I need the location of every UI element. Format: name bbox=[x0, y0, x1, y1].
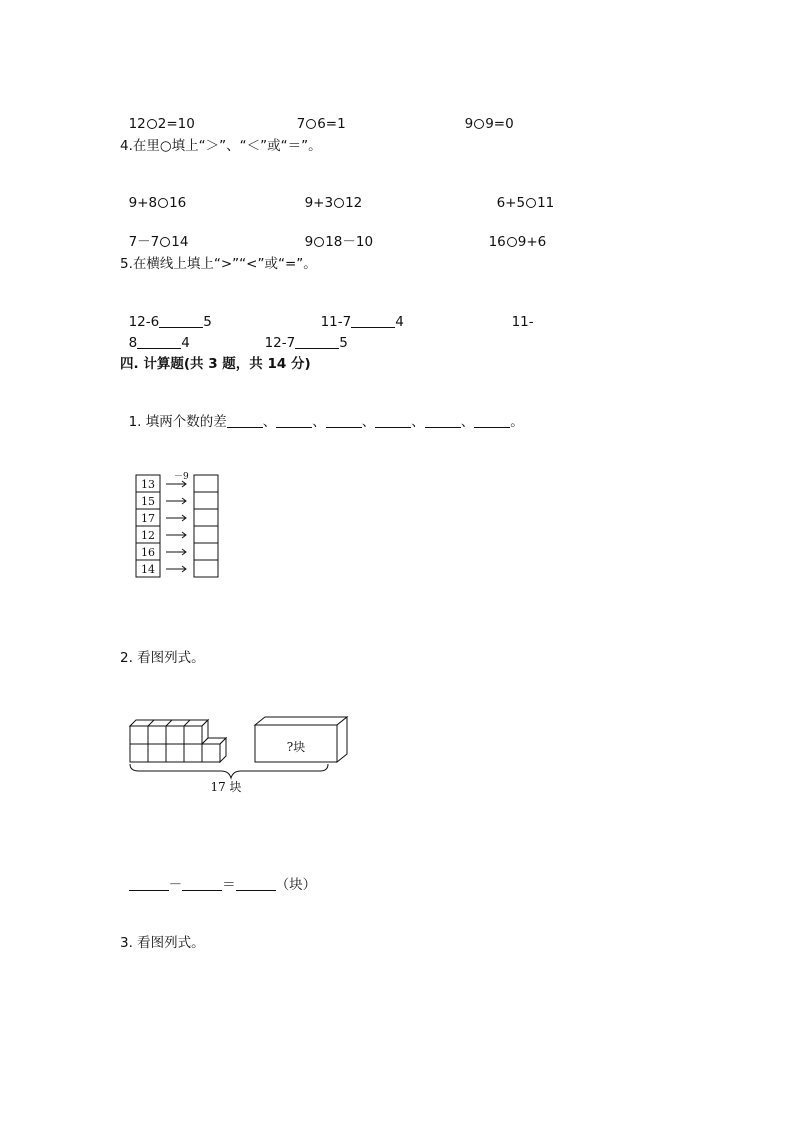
separator: 、 bbox=[460, 414, 475, 430]
row1-item-3 bbox=[456, 97, 514, 133]
expr-left: 8 bbox=[128, 335, 138, 351]
separator: 、 bbox=[312, 414, 326, 430]
blocks-figure bbox=[125, 712, 355, 797]
answer-circle[interactable] bbox=[160, 237, 170, 247]
expr-left: 9+3 bbox=[304, 195, 334, 211]
equals-sign: ＝ bbox=[222, 877, 236, 893]
expr-right: 5 bbox=[339, 335, 348, 351]
number-cell: 13 bbox=[141, 478, 155, 491]
expr-right: 6=1 bbox=[317, 116, 346, 132]
expr-right: 14 bbox=[171, 234, 189, 250]
c1-title bbox=[120, 395, 524, 431]
expr-left: 12-7 bbox=[264, 335, 296, 351]
expr-left: 6+5 bbox=[496, 195, 526, 211]
answer-circle[interactable] bbox=[507, 237, 517, 247]
q5-item-3-cont bbox=[120, 316, 190, 352]
expr-left: 9 bbox=[464, 116, 474, 132]
answer-circle[interactable] bbox=[474, 119, 484, 129]
arrow-right-icon bbox=[166, 566, 186, 572]
q4-item-a1 bbox=[120, 176, 186, 212]
expr-right: 4 bbox=[181, 335, 190, 351]
q4-item-a3 bbox=[488, 176, 554, 212]
expr-right: 2=10 bbox=[157, 116, 195, 132]
answer-blank[interactable] bbox=[375, 415, 411, 428]
row1-item-2 bbox=[288, 97, 346, 133]
answer-blank[interactable] bbox=[295, 336, 339, 349]
answer-blank[interactable] bbox=[276, 415, 312, 428]
expr-left: 9 bbox=[304, 234, 314, 250]
expr-right: 11 bbox=[537, 195, 555, 211]
total-label: 17 块 bbox=[210, 780, 242, 794]
answer-blank[interactable] bbox=[182, 878, 222, 891]
expr-right: 9=0 bbox=[485, 116, 514, 132]
expr-left: 7 bbox=[296, 116, 306, 132]
answer-blank[interactable] bbox=[326, 415, 362, 428]
minus-sign: － bbox=[168, 877, 183, 893]
answer-blank[interactable] bbox=[425, 415, 461, 428]
number-cell: 12 bbox=[141, 529, 155, 542]
box-label: ?块 bbox=[286, 740, 306, 754]
expr-right: 18－10 bbox=[325, 234, 374, 250]
expr-right: 4 bbox=[395, 314, 404, 330]
expr-left: 7－7 bbox=[128, 234, 160, 250]
operator-label: －9 bbox=[174, 472, 189, 482]
answer-blank[interactable] bbox=[137, 336, 181, 349]
expr-right: 5 bbox=[203, 314, 212, 330]
separator: 、 bbox=[361, 414, 376, 430]
period: 。 bbox=[510, 414, 524, 430]
q4-item-b1 bbox=[120, 215, 188, 251]
question-text: 1. 填两个数的差 bbox=[128, 414, 227, 430]
c2-title: 2. 看图列式。 bbox=[120, 650, 205, 666]
c2-equation bbox=[120, 858, 316, 894]
answer-circle[interactable] bbox=[334, 198, 344, 208]
expr-right: 9+6 bbox=[517, 234, 547, 250]
answer-circle[interactable] bbox=[526, 198, 536, 208]
q4-item-b2 bbox=[296, 215, 373, 251]
answer-blank[interactable] bbox=[474, 415, 510, 428]
arrow-right-icon bbox=[166, 498, 186, 504]
q5-item-4 bbox=[256, 316, 348, 352]
c3-title: 3. 看图列式。 bbox=[120, 935, 205, 951]
expr-left: 11- bbox=[511, 314, 534, 330]
number-cell: 14 bbox=[141, 563, 155, 576]
expr-left: 12 bbox=[128, 116, 146, 132]
difference-table-figure bbox=[128, 470, 228, 582]
row1-item-1 bbox=[120, 97, 195, 133]
answer-blank[interactable] bbox=[129, 878, 169, 891]
section-title: 四. 计算题(共 3 题，共 14 分) bbox=[120, 356, 311, 372]
expr-right: 12 bbox=[345, 195, 363, 211]
q4-item-b3 bbox=[480, 215, 546, 251]
expr-left: 16 bbox=[488, 234, 506, 250]
arrow-right-icon bbox=[166, 549, 186, 555]
brace-icon bbox=[130, 764, 328, 778]
answer-circle[interactable] bbox=[147, 119, 157, 129]
expr-right: 16 bbox=[169, 195, 187, 211]
number-cell: 16 bbox=[141, 546, 155, 559]
answer-column[interactable] bbox=[194, 475, 218, 577]
arrow-right-icon bbox=[166, 515, 186, 521]
cube-stack bbox=[130, 720, 226, 762]
number-cell: 17 bbox=[141, 512, 155, 525]
answer-blank[interactable] bbox=[236, 878, 276, 891]
q5-item-3 bbox=[503, 295, 534, 331]
separator: 、 bbox=[411, 414, 425, 430]
answer-circle[interactable] bbox=[314, 237, 324, 247]
number-cell: 15 bbox=[141, 495, 155, 508]
expr-left: 11-7 bbox=[320, 314, 352, 330]
unit-label: （块） bbox=[275, 877, 317, 893]
answer-circle[interactable] bbox=[158, 198, 168, 208]
answer-blank[interactable] bbox=[227, 415, 263, 428]
expr-left: 9+8 bbox=[128, 195, 158, 211]
separator: 、 bbox=[262, 414, 277, 430]
expr-left: 12-6 bbox=[128, 314, 160, 330]
q5-title: 5.在横线上填上“>”“<”或“=”。 bbox=[120, 256, 317, 272]
q4-title: 4.在里○填上“＞”、“＜”或“＝”。 bbox=[120, 138, 322, 154]
answer-blank[interactable] bbox=[351, 315, 395, 328]
arrow-right-icon bbox=[166, 532, 186, 538]
q4-item-a2 bbox=[296, 176, 362, 212]
answer-circle[interactable] bbox=[306, 119, 316, 129]
